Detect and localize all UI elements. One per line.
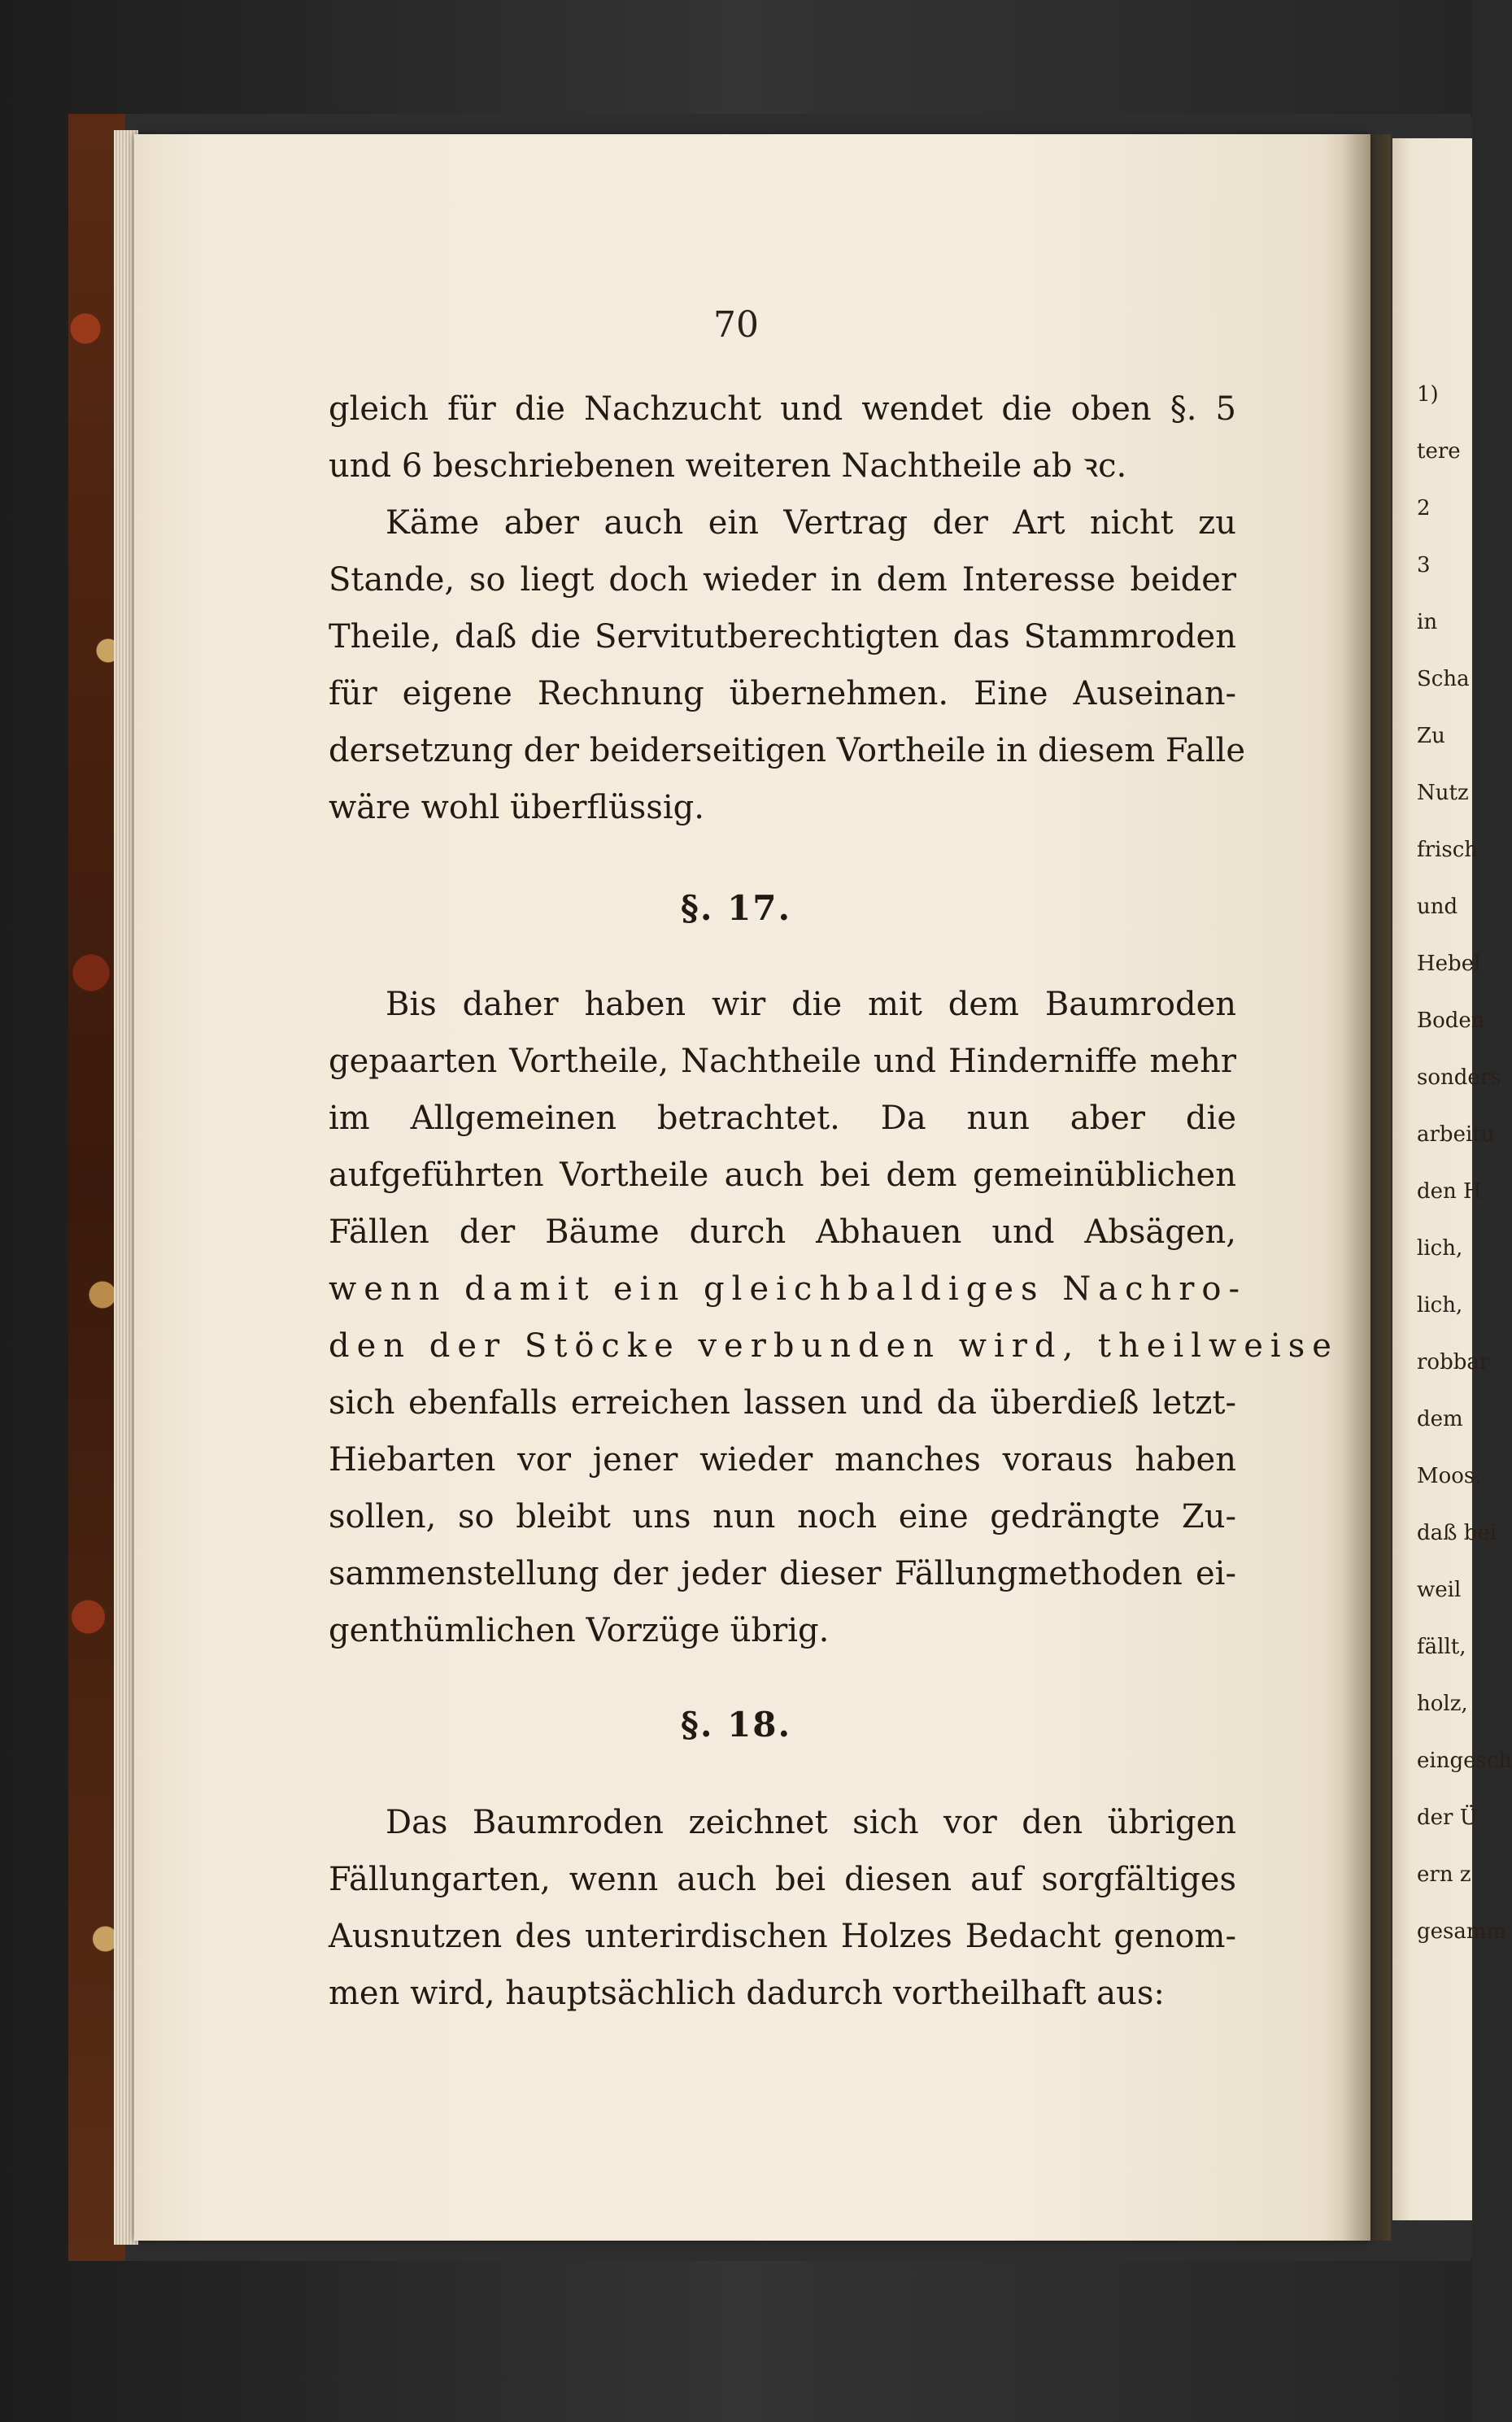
facing-page-fragment: eingesch <box>1417 1749 1512 1773</box>
text-line: Das Baumroden zeichnet sich vor den übrigen <box>386 1804 1236 1841</box>
text-line: Bis daher haben wir die mit dem Baumroden <box>386 986 1236 1023</box>
text-line: den der Stöcke verbunden wird, theilweise <box>329 1327 1339 1365</box>
facing-page-fragment: Scha <box>1417 667 1470 691</box>
paragraph-3 <box>329 976 1339 1659</box>
facing-page-fragment: daß bei <box>1417 1521 1497 1545</box>
text-line: Fällungarten, wenn auch bei diesen auf sorgfältiges <box>329 1861 1236 1898</box>
facing-page-fragment: robbar <box>1417 1350 1490 1374</box>
paragraph-1 <box>329 381 1236 494</box>
text-line: im Allgemeinen betrachtet. Da nun aber die <box>329 1100 1236 1137</box>
facing-page-fragment: Zu <box>1417 724 1445 748</box>
text-line: Käme aber auch ein Vertrag der Art nicht zu <box>386 504 1236 542</box>
facing-page-fragment: lich, <box>1417 1293 1463 1318</box>
facing-page-fragment: Nutz <box>1417 781 1469 805</box>
text-line: sich ebenfalls erreichen lassen und da überdieß letzt- <box>329 1384 1236 1422</box>
facing-page-fragment: und <box>1417 895 1458 919</box>
text-line: Stande, so liegt doch wieder in dem Interesse beider <box>329 561 1236 599</box>
facing-page-fragment: 3 <box>1417 553 1431 577</box>
facing-page-fragment: dem <box>1417 1407 1463 1431</box>
book-gutter <box>1342 134 1391 2241</box>
facing-page-fragment: holz, <box>1417 1692 1468 1716</box>
facing-page-fragment: gesamm <box>1417 1919 1507 1944</box>
text-line: Theile, daß die Servitutberechtigten das Stammroden <box>329 618 1236 656</box>
facing-page-fragment: tere <box>1417 439 1461 464</box>
text-line: sammenstellung der jeder dieser Fällungmethoden ei- <box>329 1555 1236 1592</box>
text-line: gepaarten Vortheile, Nachtheile und Hinderniffe mehr <box>329 1043 1236 1080</box>
facing-page-fragment: lich, <box>1417 1236 1463 1261</box>
text-line: Ausnutzen des unterirdischen Holzes Bedacht genom- <box>329 1918 1236 1955</box>
text-line: für eigene Rechnung übernehmen. Eine Auseinan- <box>329 675 1236 712</box>
facing-page-fragment: Hebel <box>1417 952 1481 976</box>
section-heading-17: §. 17. <box>680 888 792 928</box>
facing-page-fragment: in <box>1417 610 1438 634</box>
facing-page-fragment: den H <box>1417 1179 1482 1204</box>
text-line: dersetzung der beiderseitigen Vortheile in diesem Falle <box>329 732 1246 769</box>
facing-page-fragment: frisch <box>1417 838 1479 862</box>
facing-page-fragment: 1) <box>1417 382 1439 407</box>
facing-page-fragment: Boden <box>1417 1008 1485 1033</box>
text-line: wäre wohl überflüssig. <box>329 789 704 826</box>
text-line: sollen, so bleibt uns nun noch eine gedrängte Zu- <box>329 1498 1236 1536</box>
text-line: gleich für die Nachzucht und wendet die oben §. 5 <box>329 390 1236 428</box>
page-number: 70 <box>713 304 759 346</box>
facing-page-fragment: sonders <box>1417 1065 1501 1090</box>
section-heading-18: §. 18. <box>680 1705 792 1745</box>
text-line: wenn damit ein gleichbaldiges Nachro- <box>329 1270 1247 1308</box>
paragraph-4 <box>329 1794 1236 2022</box>
text-line: aufgeführten Vortheile auch bei dem gemeinüblichen <box>329 1157 1236 1194</box>
facing-page-fragment: ern z <box>1417 1862 1471 1887</box>
facing-page-fragment: arbeitu <box>1417 1122 1495 1147</box>
text-line: Hiebarten vor jener wieder manches voraus haben <box>329 1441 1236 1479</box>
text-line: Fällen der Bäume durch Abhauen und Absägen, <box>329 1213 1236 1251</box>
facing-page <box>1392 138 1512 2220</box>
facing-page-fragment: der Ü <box>1417 1806 1478 1830</box>
facing-page-fragment: Moos, <box>1417 1464 1482 1488</box>
text-line: genthümlichen Vorzüge übrig. <box>329 1612 830 1649</box>
paragraph-2 <box>329 494 1246 836</box>
facing-page-fragment: 2 <box>1417 496 1431 521</box>
facing-page-fragment: fällt, <box>1417 1635 1466 1659</box>
text-line: men wird, hauptsächlich dadurch vortheilhaft aus: <box>329 1975 1165 2012</box>
text-line: und 6 beschriebenen weiteren Nachtheile ab ꝛc. <box>329 447 1127 485</box>
facing-page-fragment: weil <box>1417 1578 1462 1602</box>
